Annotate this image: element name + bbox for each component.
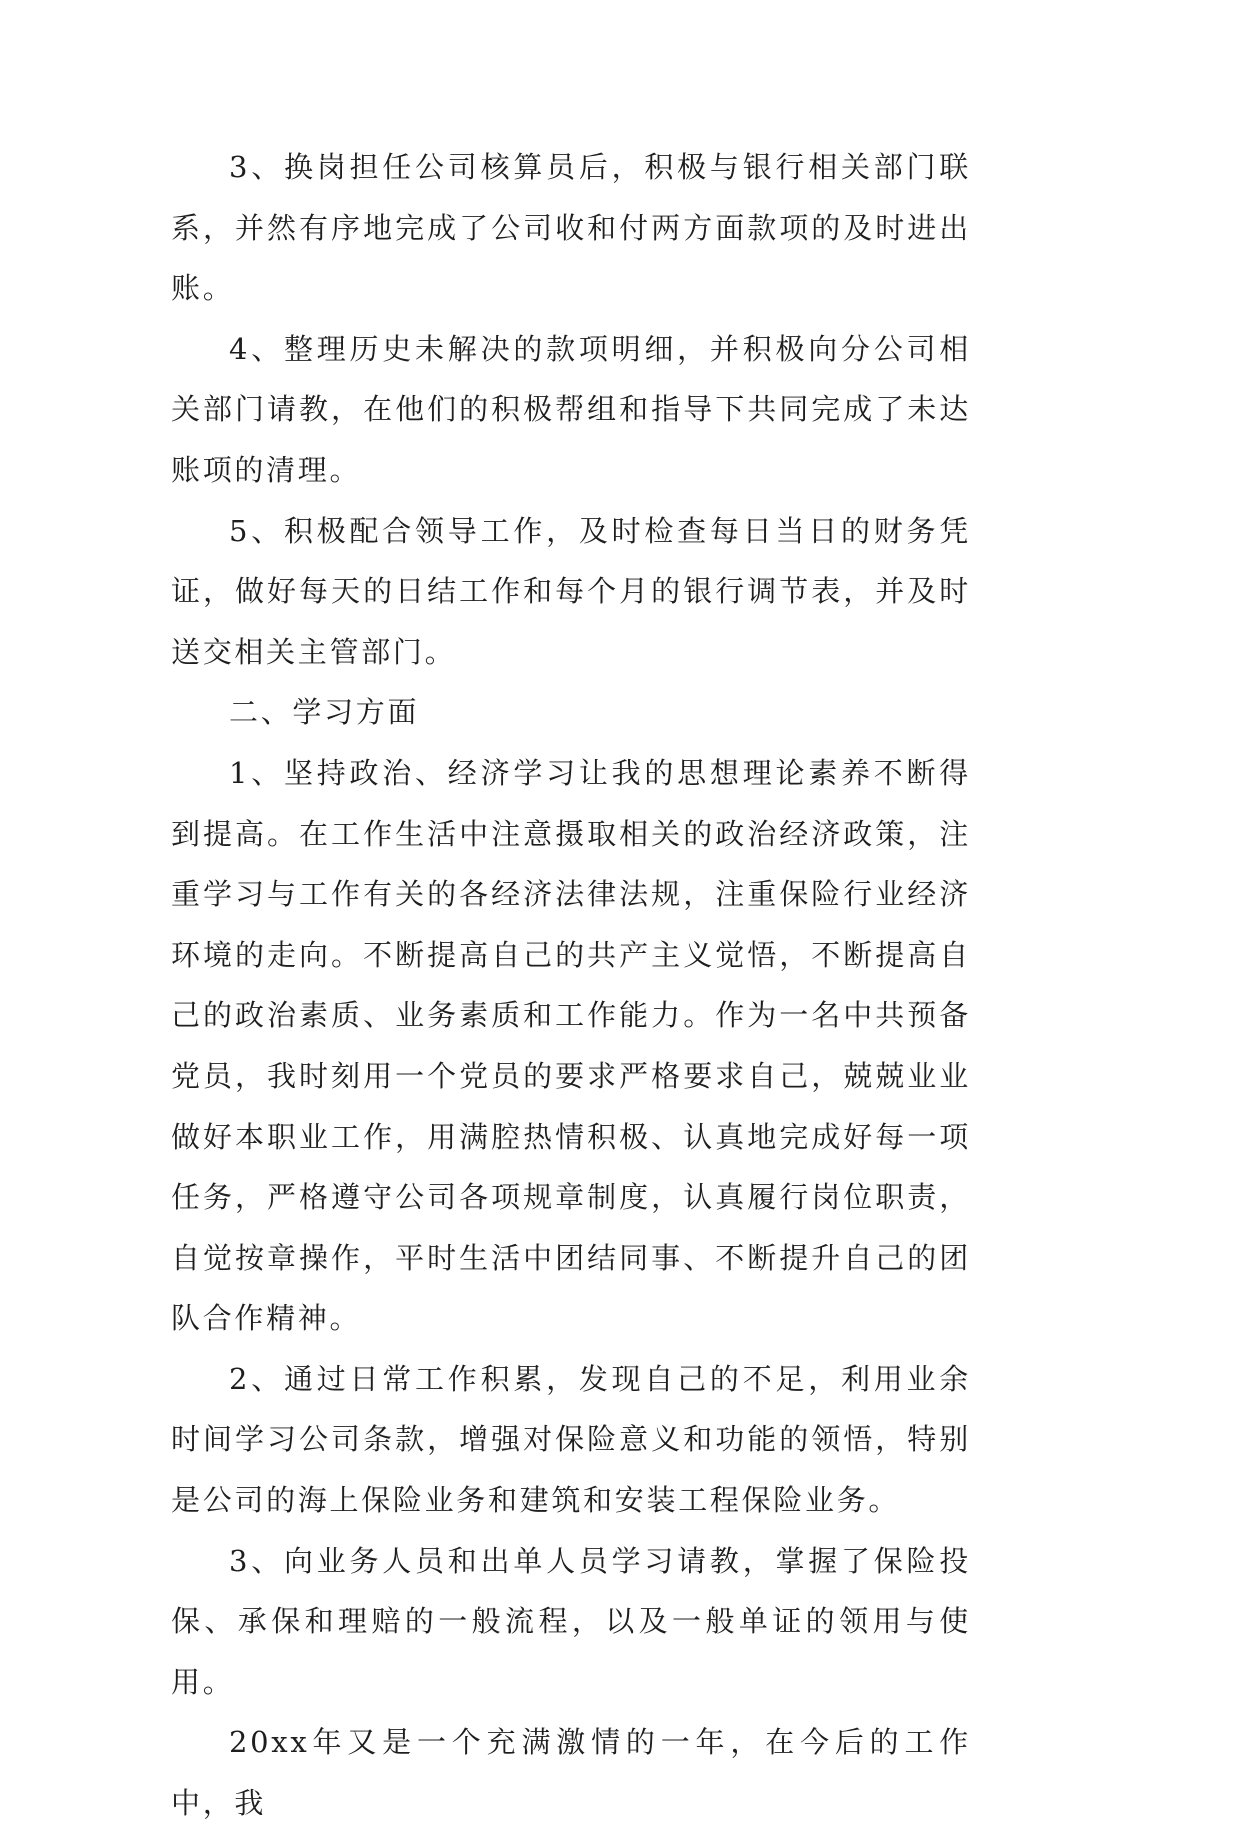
paragraph-item-5: 5、积极配合领导工作，及时检查每日当日的财务凭证，做好每天的日结工作和每个月的银行调节表，并及时送交相关主管部门。	[171, 513, 971, 669]
section-heading-study: 二、学习方面	[229, 695, 420, 730]
paragraph-study-1: 1、坚持政治、经济学习让我的思想理论素养不断得到提高。在工作生活中注意摄取相关的政治经济政策，注重学习与工作有关的各经济法律法规，注重保险行业经济环境的走向。不断提高自己的共产主义觉悟，不断提高自己的政治素质、业务素质和工作能力。作为一名中共预备党员，我时刻用一个党员的要求严格要求自己，兢兢业业做好本职业工作，用满腔热情积极、认真地完成好每一项任务，严格遵守公司各项规章制度，认真履行岗位职责，自觉按章操作，平时生活中团结同事、不断提升自己的团队合作精神。	[171, 755, 971, 1336]
document-body	[171, 137, 971, 1834]
paragraph-item-3: 3、换岗担任公司核算员后，积极与银行相关部门联系，并然有序地完成了公司收和付两方面款项的及时进出账。	[171, 150, 971, 306]
paragraph-study-3: 3、向业务人员和出单人员学习请教，掌握了保险投保、承保和理赔的一般流程，以及一般单证的领用与使用。	[171, 1543, 971, 1699]
paragraph-study-2: 2、通过日常工作积累，发现自己的不足，利用业余时间学习公司条款，增强对保险意义和功能的领悟，特别是公司的海上保险业务和建筑和安装工程保险业务。	[171, 1361, 971, 1518]
paragraph-closing: 20xx年又是一个充满激情的一年，在今后的工作中，我	[171, 1725, 971, 1821]
paragraph-item-4: 4、整理历史未解决的款项明细，并积极向分公司相关部门请教，在他们的积极帮组和指导下共同完成了未达账项的清理。	[171, 331, 971, 487]
